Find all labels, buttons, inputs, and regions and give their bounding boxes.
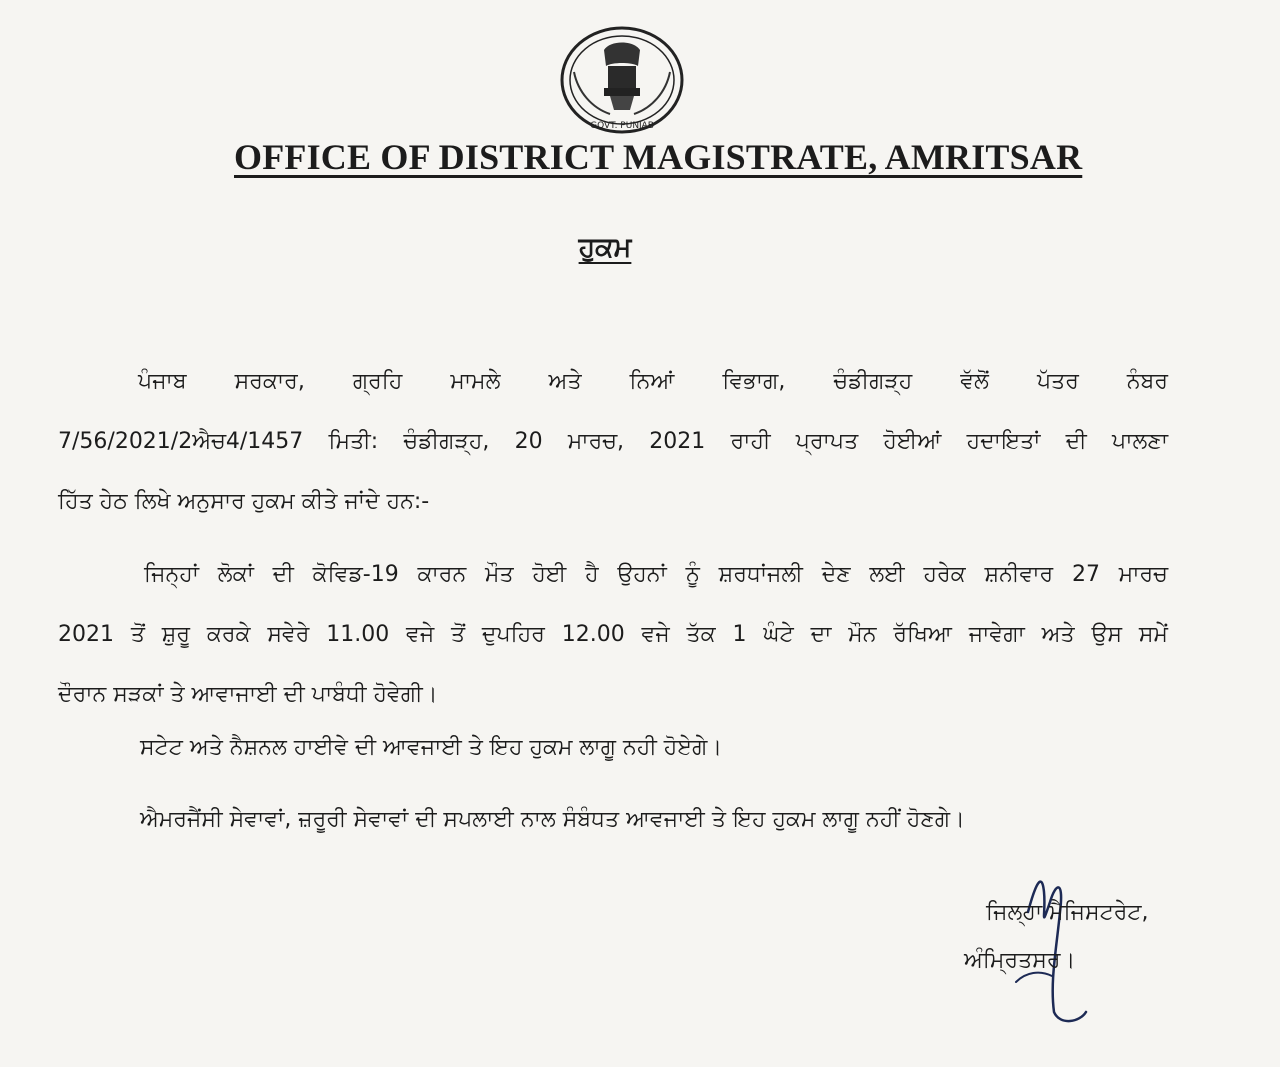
paragraph-2-line-2: 2021 ਤੋਂ ਸ਼ੁਰੂ ਕਰਕੇ ਸਵੇਰੇ 11.00 ਵਜੇ ਤੋਂ ਦੁਪਹਿਰ 12.00 ਵਜੇ ਤੱਕ 1 ਘੰਟੇ ਦਾ ਮੌਨ ਰੱਖਿਆ ਜਾਵੇਗਾ ਅਤੇ ਉਸ ਸਮੇਂ <box>58 622 1168 647</box>
paragraph-1-line-2: 7/56/2021/2ਐਚ4/1457 ਮਿਤੀ: ਚੰਡੀਗੜ੍ਹ, 20 ਮਾਰਚ, 2021 ਰਾਹੀ ਪ੍ਰਾਪਤ ਹੋਈਆਂ ਹਦਾਇਤਾਂ ਦੀ ਪਾਲਣਾ <box>58 429 1168 454</box>
office-title: OFFICE OF DISTRICT MAGISTRATE, AMRITSAR <box>234 137 1083 177</box>
order-heading: ਹੁਕਮ <box>578 232 632 263</box>
signatory-place: ਅੰਮ੍ਰਿਤਸਰ। <box>964 948 1076 973</box>
paragraph-3-line-1: ਸਟੇਟ ਅਤੇ ਨੈਸ਼ਨਲ ਹਾਈਵੇ ਦੀ ਆਵਜਾਈ ਤੇ ਇਹ ਹੁਕਮ ਲਾਗੂ ਨਹੀ ਹੋਏਗੇ। <box>140 735 723 760</box>
paragraph-1-line-3: ਹਿੱਤ ਹੇਠ ਲਿਖੇ ਅਨੁਸਾਰ ਹੁਕਮ ਕੀਤੇ ਜਾਂਦੇ ਹਨ:- <box>58 489 430 514</box>
handwritten-signature <box>956 862 1136 1032</box>
paragraph-1-line-1: ਪੰਜਾਬ ਸਰਕਾਰ, ਗ੍ਰਹਿ ਮਾਮਲੇ ਅਤੇ ਨਿਆਂ ਵਿਭਾਗ, ਚੰਡੀਗੜ੍ਹ ਵੱਲੋਂ ਪੱਤਰ ਨੰਬਰ <box>138 369 1168 394</box>
paragraph-2-line-3: ਦੌਰਾਨ ਸੜਕਾਂ ਤੇ ਆਵਾਜਾਈ ਦੀ ਪਾਬੰਧੀ ਹੋਵੇਗੀ। <box>58 682 438 707</box>
paragraph-2-line-1: ਜਿਨ੍ਹਾਂ ਲੋਕਾਂ ਦੀ ਕੋਵਿਡ-19 ਕਾਰਨ ਮੌਤ ਹੋਈ ਹੈ ਉਹਨਾਂ ਨੂੰ ਸ਼ਰਧਾਂਜਲੀ ਦੇਣ ਲਈ ਹਰੇਕ ਸ਼ਨੀਵਾਰ 27 ਮਾਰਚ <box>144 562 1168 587</box>
paragraph-4-line-1: ਐਮਰਜੈਂਸੀ ਸੇਵਾਵਾਂ, ਜ਼ਰੂਰੀ ਸੇਵਾਵਾਂ ਦੀ ਸਪਲਾਈ ਨਾਲ ਸੰਬੰਧਤ ਆਵਜਾਈ ਤੇ ਇਹ ਹੁਕਮ ਲਾਗੂ ਨਹੀਂ ਹੋਣਗੇ। <box>140 807 965 832</box>
punjab-government-emblem <box>552 22 692 140</box>
signatory-title: ਜਿਲ੍ਹਾ ਮੈਜਿਸਟਰੇਟ, <box>986 900 1149 925</box>
paragraph-4 <box>140 790 1250 850</box>
paragraph-3 <box>140 718 1250 778</box>
svg-text:GOVT. PUNJAB: GOVT. PUNJAB <box>590 121 654 131</box>
paragraph-2 <box>58 545 1168 725</box>
paragraph-1 <box>58 352 1168 532</box>
